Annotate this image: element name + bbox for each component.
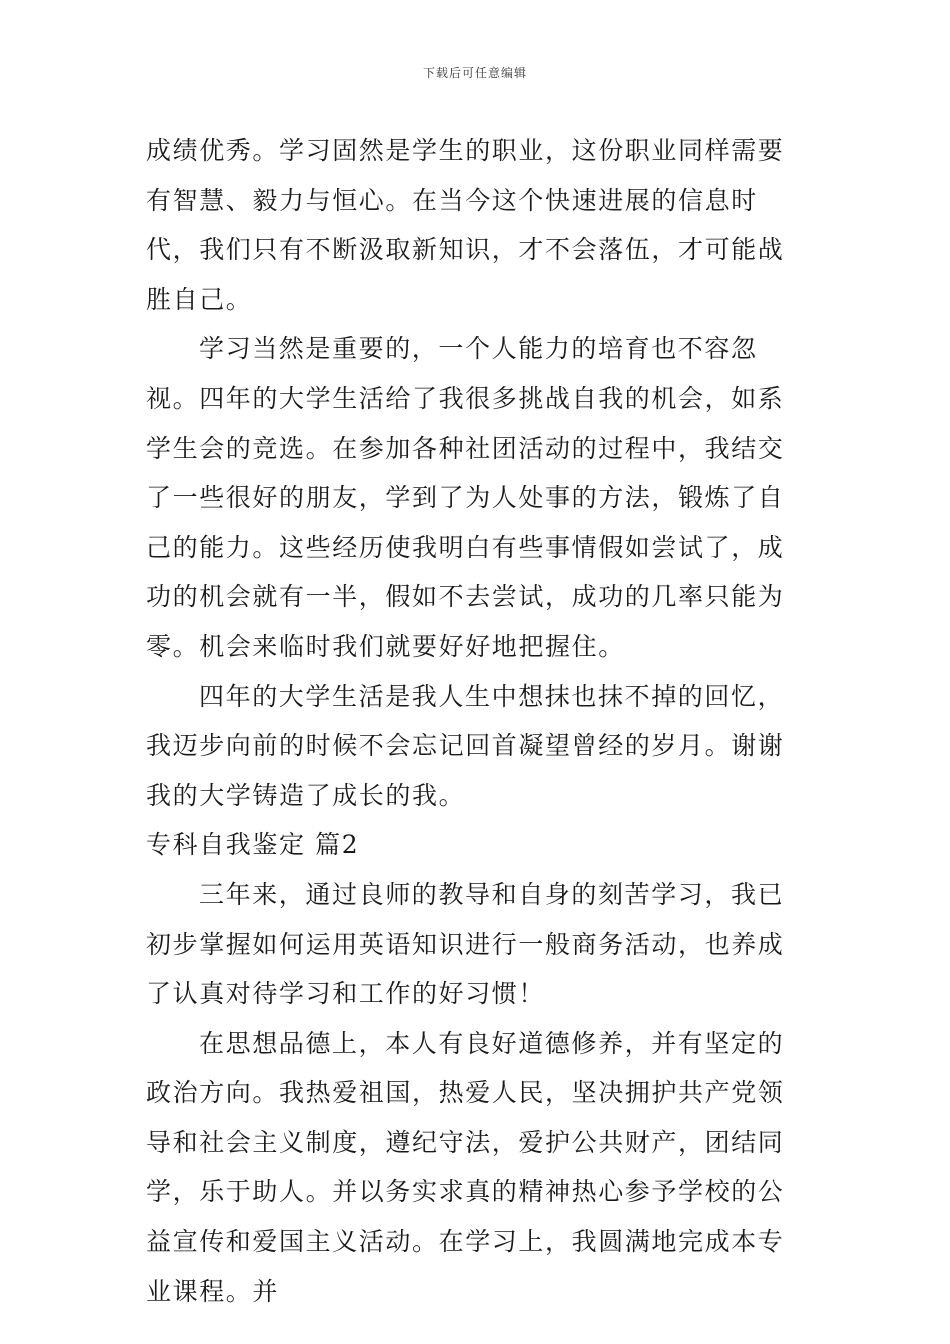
- paragraph-1: 成绩优秀。学习固然是学生的职业，这份职业同样需要有智慧、毅力与恒心。在当今这个快速进展的信息时代，我们只有不断汲取新知识，才不会落伍，才可能战胜自己。: [146, 136, 785, 314]
- paragraph-5: 在思想品德上，本人有良好道德修养，并有坚定的政治方向。我热爱祖国，热爱人民，坚决拥护共产党领导和社会主义制度，遵纪守法，爱护公共财产，团结同学，乐于助人。并以务实求真的精神热心参予学校的公益宣传和爱国主义活动。在学习上，我圆满地完成本专业课程。并: [146, 1028, 785, 1306]
- document-body: [146, 126, 806, 1316]
- paragraph-3: 四年的大学生活是我人生中想抹也抹不掉的回忆，我迈步向前的时候不会忘记回首凝望曾经的岁月。谢谢我的大学铸造了成长的我。: [146, 681, 785, 810]
- section-title: 专科自我鉴定 篇2: [146, 830, 360, 860]
- paragraph-4: 三年来，通过良师的教导和自身的刻苦学习，我已初步掌握如何运用英语知识进行一般商务活动，也养成了认真对待学习和工作的好习惯！: [146, 879, 785, 1009]
- paragraph-2: 学习当然是重要的，一个人能力的培育也不容忽视。四年的大学生活给了我很多挑战自我的机会，如系学生会的竞选。在参加各种社团活动的过程中，我结交了一些很好的朋友，学到了为人处事的方法，锻炼了自己的能力。这些经历使我明白有些事情假如尝试了，成功的机会就有一半，假如不去尝试，成功的几率只能为零。机会来临时我们就要好好地把握住。: [146, 334, 785, 661]
- page-header-note: 下载后可任意编辑: [422, 66, 527, 80]
